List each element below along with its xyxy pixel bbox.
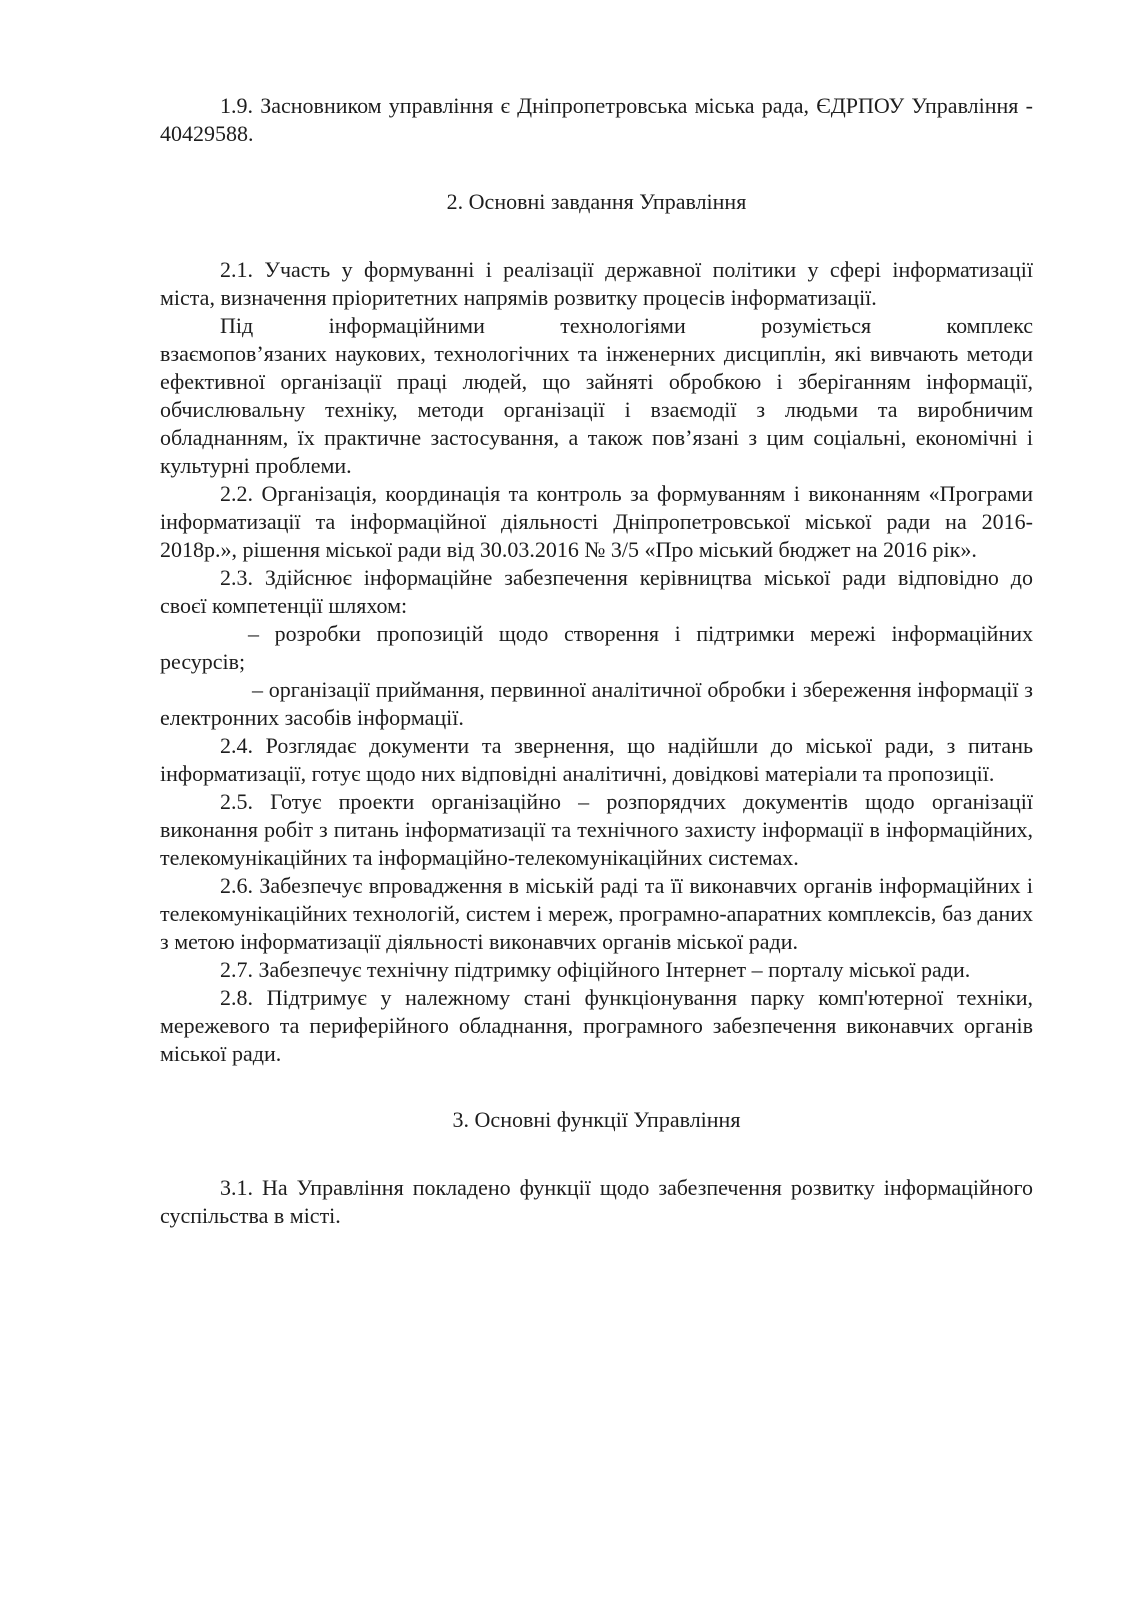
section-2-heading: 2. Основні завдання Управління [446, 189, 747, 214]
paragraph-2-2: 2.2. Організація, координація та контроль за формуванням і виконанням «Програми інформатизації та інформаційної діяльності Дніпропетровської міської ради на 2016-2018р.», рішення міської ради від 30.03.2016 № 3/5 «Про міський бюджет на 2016 рік». [160, 481, 1033, 562]
document-page [160, 92, 1033, 1230]
paragraph-2-3: 2.3. Здійснює інформаційне забезпечення керівництва міської ради відповідно до своєї компетенції шляхом: [160, 565, 1033, 618]
paragraph-2-1-definition: взаємопов’язаних наукових, технологічних та інженерних дисциплін, які вивчають методи ефективної організації праці людей, що зайняті обробкою і зберіганням інформації, обчислювальну техніку, методи організації і взаємодії з людьми та виробничим обладнанням, їх практичне застосування, а також пов’язані з цим соціальні, економічні і культурні проблеми. [160, 341, 1033, 478]
list-item: – організації приймання, первинної аналітичної обробки і збереження інформації з електронних засобів інформації. [160, 677, 1033, 730]
paragraph-2-7: 2.7. Забезпечує технічну підтримку офіційного Інтернет – порталу міської ради. [220, 957, 971, 982]
paragraph-2-1-definition-first-line: Під інформаційними технологіями розуміється комплекс [220, 313, 1033, 338]
paragraph-2-5: 2.5. Готує проекти організаційно – розпорядчих документів щодо організації виконання робіт з питань інформатизації та технічного захисту інформації в інформаційних, телекомунікаційних та інформаційно-телекомунікаційних системах. [160, 789, 1033, 870]
paragraph-1-9: 1.9. Засновником управління є Дніпропетровська міська рада, ЄДРПОУ Управління - 40429588. [160, 93, 1033, 146]
paragraph-2-8: 2.8. Підтримує у належному стані функціонування парку комп'ютерної техніки, мережевого та периферійного обладнання, програмного забезпечення виконавчих органів міської ради. [160, 985, 1033, 1066]
paragraph-2-4: 2.4. Розглядає документи та звернення, що надійшли до міської ради, з питань інформатизації, готує щодо них відповідні аналітичні, довідкові матеріали та пропозиції. [160, 733, 1033, 786]
paragraph-3-1: 3.1. На Управління покладено функції щодо забезпечення розвитку інформаційного суспільства в місті. [160, 1175, 1033, 1228]
list-item: – розробки пропозицій щодо створення і підтримки мережі інформаційних ресурсів; [160, 621, 1033, 674]
section-3-heading: 3. Основні функції Управління [452, 1107, 741, 1132]
paragraph-2-6: 2.6. Забезпечує впровадження в міській раді та її виконавчих органів інформаційних і телекомунікаційних технологій, систем і мереж, програмно-апаратних комплексів, баз даних з метою інформатизації діяльності виконавчих органів міської ради. [160, 873, 1033, 954]
paragraph-2-1: 2.1. Участь у формуванні і реалізації державної політики у сфері інформатизації міста, визначення пріоритетних напрямів розвитку процесів інформатизації. [160, 257, 1033, 310]
